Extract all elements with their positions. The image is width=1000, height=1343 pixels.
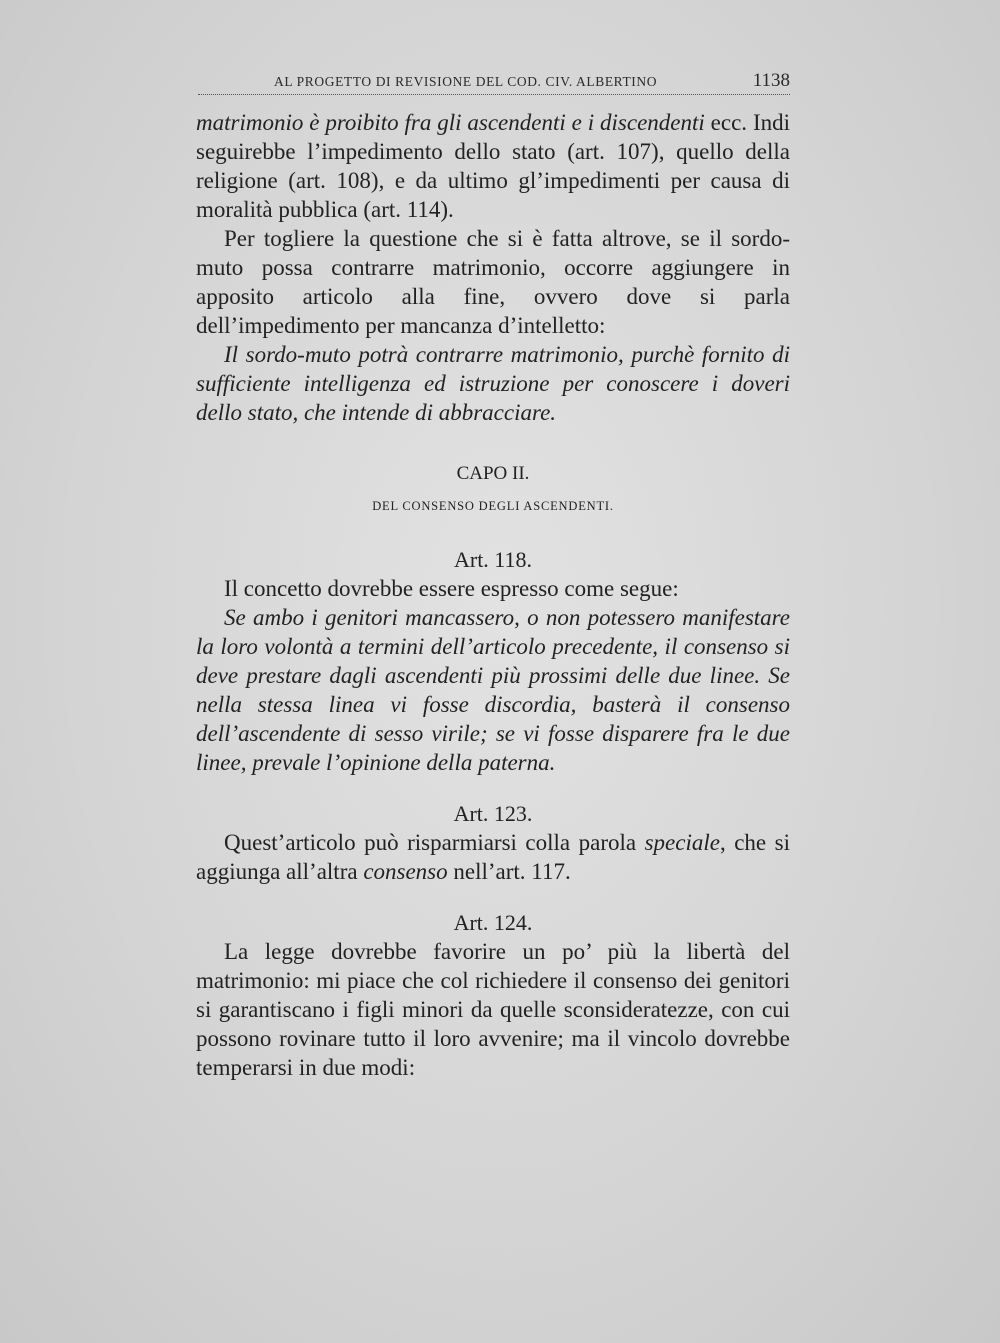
text-run: Quest’articolo può risparmiarsi colla parola [224,830,645,855]
paragraph-text: ecc. Indi seguirebbe l’impedimento dello stato (art. 107), quello della religione (art. 108), e da ultimo gl’impedimenti per causa di moralità pubblica (art. 114). [196,110,790,222]
chapter-subtitle: DEL CONSENSO DEGLI ASCENDENTI. [372,499,614,513]
page-number: 1138 [752,70,790,91]
page-body [196,108,790,1082]
article-118-text: Se ambo i genitori mancassero, o non potessero manifestare la loro volontà a termini dell’articolo precedente, il consenso si deve prestare dagli ascendenti più prossimi delle due linee. Se nella stessa linea vi fosse discordia, basterà il consenso dell’ascendente di sesso virile; se vi fosse disparere fra le due linee, prevale l’opinione della paterna. [196,605,790,775]
article-118-intro: Il concetto dovrebbe essere espresso come segue: [224,576,679,601]
running-title: AL PROGETTO DI REVISIONE DEL COD. CIV. ALBERTINO [274,74,658,89]
article-124-text: La legge dovrebbe favorire un po’ più la libertà del matrimonio: mi piace che col richiedere il consenso dei genitori si garantiscano i figli minori da quelle sconsideratezze, con cui possono rovinare tutto il loro avvenire; ma il vincolo dovrebbe temperarsi in due modi: [196,939,790,1080]
article-123-text [196,828,790,886]
paragraph-continuation [196,108,790,224]
article-heading-123: Art. 123. [453,801,533,826]
italic-phrase: matrimonio è proibito fra gli ascendenti e i discendenti [196,110,705,135]
paragraph-sordomuto: Per togliere la questione che si è fatta altrove, se il sordo-muto possa contrarre matrimonio, occorre aggiungere in apposito articolo alla fine, ovvero dove si parla dell’impedimento per mancanza d’intelletto: [196,226,790,338]
running-header [198,70,790,95]
proposed-article-sordomuto: Il sordo-muto potrà contrarre matrimonio, purchè fornito di sufficiente intelligenza ed istruzione per conoscere i doveri dello stato, che intende di abbracciare. [196,342,790,425]
article-heading-124: Art. 124. [453,910,533,935]
article-heading-118: Art. 118. [453,547,532,572]
text-run: nell’art. 117. [447,859,571,884]
text-run: , che si aggiunga all’altra [196,830,790,884]
italic-word-consenso: consenso [363,859,448,884]
chapter-title: CAPO II. [456,463,530,484]
italic-word-speciale: speciale [644,830,720,855]
